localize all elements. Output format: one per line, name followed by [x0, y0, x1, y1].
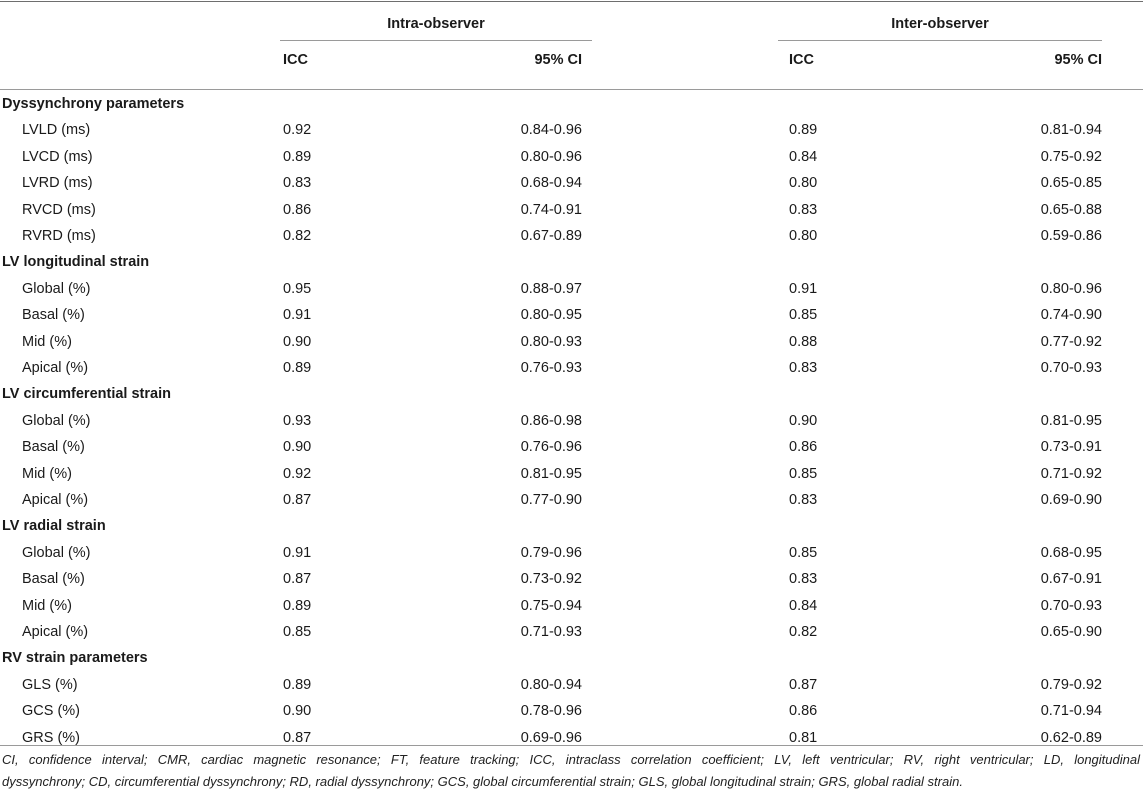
row-label: LVCD (ms)	[22, 148, 93, 165]
intra-ci-cell: 0.79-0.96	[520, 544, 582, 561]
row-label: GCS (%)	[22, 703, 80, 720]
intra-ci-cell: 0.74-0.91	[520, 201, 582, 218]
inter-icc-cell: 0.85	[789, 465, 818, 482]
table-bottom-rule	[0, 745, 1143, 746]
inter-icc-cell: 0.80	[789, 175, 818, 192]
intra-icc-cell: 0.92	[283, 465, 312, 482]
inter-icc-header: ICC	[789, 52, 814, 68]
inter-observer-header: Inter-observer	[891, 16, 989, 32]
row-label: Mid (%)	[22, 333, 72, 350]
intra-icc-cell: 0.91	[283, 307, 312, 324]
inter-icc-cell: 0.87	[789, 676, 818, 693]
inter-icc-cell: 0.81	[789, 729, 818, 746]
inter-ci-cell: 0.81-0.94	[1040, 122, 1102, 139]
intra-ci-cell: 0.80-0.94	[520, 676, 582, 693]
inter-ci-cell: 0.80-0.96	[1040, 280, 1102, 297]
inter-icc-cell: 0.89	[789, 122, 818, 139]
inter-icc-cell: 0.84	[789, 597, 818, 614]
row-label: Global (%)	[22, 544, 91, 561]
inter-icc-cell: 0.86	[789, 703, 818, 720]
inter-ci-cell: 0.75-0.92	[1040, 148, 1102, 165]
row-label: Mid (%)	[22, 597, 72, 614]
row-label: LVLD (ms)	[22, 122, 91, 139]
inter-icc-cell: 0.82	[789, 624, 818, 640]
inter-ci-cell: 0.65-0.85	[1040, 175, 1102, 192]
inter-ci-cell: 0.81-0.95	[1040, 412, 1102, 429]
intra-ci-cell: 0.81-0.95	[520, 465, 582, 482]
inter-ci-cell: 0.79-0.92	[1040, 676, 1102, 693]
intra-ci-cell: 0.80-0.95	[520, 307, 582, 324]
inter-ci-cell: 0.77-0.92	[1040, 333, 1102, 350]
intra-icc-cell: 0.90	[283, 333, 312, 350]
intra-icc-cell: 0.87	[283, 571, 312, 588]
inter-icc-cell: 0.85	[789, 307, 818, 324]
group-heading: RV strain parameters	[2, 650, 148, 667]
intra-icc-cell: 0.87	[283, 729, 312, 746]
intra-icc-cell: 0.89	[283, 676, 312, 693]
inter-icc-cell: 0.85	[789, 544, 818, 561]
inter-icc-cell: 0.80	[789, 228, 818, 244]
intra-ci-cell: 0.86-0.98	[520, 412, 582, 429]
row-label: Basal (%)	[22, 571, 85, 588]
inter-ci-cell: 0.70-0.93	[1040, 360, 1102, 376]
intra-ci-cell: 0.76-0.93	[520, 360, 582, 376]
inter-ci-cell: 0.73-0.91	[1040, 439, 1102, 456]
intra-ci-cell: 0.80-0.96	[520, 148, 582, 165]
intra-ci-cell: 0.67-0.89	[520, 228, 582, 244]
group-heading: LV circumferential strain	[2, 386, 171, 403]
intra-ci-cell: 0.71-0.93	[520, 624, 582, 640]
inter-ci-header: 95% CI	[1054, 52, 1102, 68]
intra-ci-cell: 0.76-0.96	[520, 439, 582, 456]
row-label: Basal (%)	[22, 439, 85, 456]
row-label: LVRD (ms)	[22, 175, 93, 192]
table-footnote	[2, 749, 1140, 793]
row-label: Apical (%)	[22, 492, 89, 508]
intra-icc-header: ICC	[283, 52, 308, 68]
intra-ci-header: 95% CI	[534, 52, 582, 68]
intra-icc-cell: 0.87	[283, 492, 312, 508]
inter-icc-cell: 0.83	[789, 360, 818, 376]
inter-ci-cell: 0.69-0.90	[1040, 492, 1102, 508]
inter-ci-cell: 0.71-0.92	[1040, 465, 1102, 482]
intra-icc-cell: 0.92	[283, 122, 312, 139]
inter-ci-cell: 0.62-0.89	[1040, 729, 1102, 746]
intra-ci-cell: 0.88-0.97	[520, 280, 582, 297]
row-label: Basal (%)	[22, 307, 85, 324]
intra-icc-cell: 0.89	[283, 360, 312, 376]
intra-icc-cell: 0.86	[283, 201, 312, 218]
row-label: Global (%)	[22, 412, 91, 429]
intra-ci-cell: 0.78-0.96	[520, 703, 582, 720]
intra-icc-cell: 0.90	[283, 703, 312, 720]
table-top-rule	[0, 1, 1143, 2]
inter-icc-cell: 0.91	[789, 280, 818, 297]
row-label: Apical (%)	[22, 360, 89, 376]
footnote-line-2: dyssynchrony; CD, circumferential dyssynchrony; RD, radial dyssynchrony; GCS, global circumferential strain; GLS, global longitudinal strain; GRS, global radial strain.	[2, 774, 963, 789]
row-label: Mid (%)	[22, 465, 72, 482]
inter-icc-cell: 0.86	[789, 439, 818, 456]
inter-group-rule	[778, 40, 1102, 41]
row-label: RVCD (ms)	[22, 201, 96, 218]
row-label: GLS (%)	[22, 676, 78, 693]
intra-icc-cell: 0.93	[283, 412, 312, 429]
inter-icc-cell: 0.84	[789, 148, 818, 165]
footnote-line-1: CI, confidence interval; CMR, cardiac magnetic resonance; FT, feature tracking; ICC, intraclass correlation coefficient; LV, left ventricular; RV, right ventricular; LD, longitudinal	[2, 752, 1140, 767]
inter-ci-cell: 0.68-0.95	[1040, 544, 1102, 561]
group-heading: LV radial strain	[2, 518, 106, 535]
inter-icc-cell: 0.90	[789, 412, 818, 429]
inter-ci-cell: 0.67-0.91	[1040, 571, 1102, 588]
intra-ci-cell: 0.75-0.94	[520, 597, 582, 614]
inter-ci-cell: 0.59-0.86	[1040, 228, 1102, 244]
intra-icc-cell: 0.83	[283, 175, 312, 192]
inter-icc-cell: 0.83	[789, 492, 818, 508]
intra-icc-cell: 0.85	[283, 624, 312, 640]
inter-ci-cell: 0.65-0.88	[1040, 201, 1102, 218]
intra-icc-cell: 0.82	[283, 228, 312, 244]
intra-ci-cell: 0.69-0.96	[520, 729, 582, 746]
inter-icc-cell: 0.83	[789, 571, 818, 588]
intra-icc-cell: 0.91	[283, 544, 312, 561]
inter-icc-cell: 0.88	[789, 333, 818, 350]
inter-ci-cell: 0.71-0.94	[1040, 703, 1102, 720]
inter-icc-cell: 0.83	[789, 201, 818, 218]
row-label: Global (%)	[22, 280, 91, 297]
header-bottom-rule	[0, 89, 1143, 90]
row-label: Apical (%)	[22, 624, 89, 640]
inter-ci-cell: 0.70-0.93	[1040, 597, 1102, 614]
intra-ci-cell: 0.68-0.94	[520, 175, 582, 192]
intra-group-rule	[280, 40, 592, 41]
intra-icc-cell: 0.95	[283, 280, 312, 297]
inter-ci-cell: 0.74-0.90	[1040, 307, 1102, 324]
intra-ci-cell: 0.84-0.96	[520, 122, 582, 139]
intra-ci-cell: 0.77-0.90	[520, 492, 582, 508]
group-heading: Dyssynchrony parameters	[2, 96, 185, 112]
inter-ci-cell: 0.65-0.90	[1040, 624, 1102, 640]
intra-ci-cell: 0.73-0.92	[520, 571, 582, 588]
row-label: RVRD (ms)	[22, 228, 96, 244]
intra-icc-cell: 0.89	[283, 148, 312, 165]
intra-observer-header: Intra-observer	[387, 16, 485, 32]
row-label: GRS (%)	[22, 729, 80, 746]
group-heading: LV longitudinal strain	[2, 254, 150, 271]
intra-icc-cell: 0.89	[283, 597, 312, 614]
intra-ci-cell: 0.80-0.93	[520, 333, 582, 350]
intra-icc-cell: 0.90	[283, 439, 312, 456]
